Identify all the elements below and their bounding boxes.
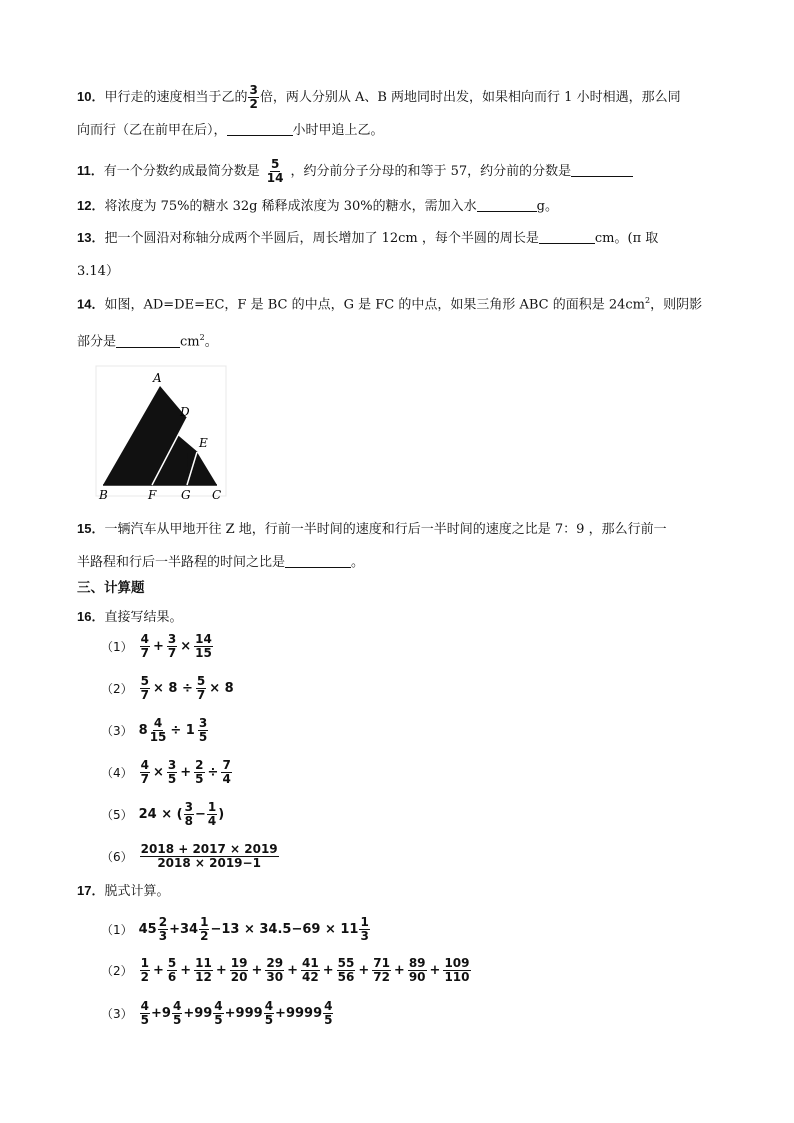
question-13: 13．把一个圆沿对称轴分成两个半圆后，周长增加了 12cm ，每个半圆的周长是 cm。(π 取 3.14） bbox=[77, 230, 659, 279]
answer-blank[interactable] bbox=[477, 197, 537, 212]
fraction: $\frac{71}{72}$ bbox=[373, 955, 390, 984]
question-number: 15． bbox=[77, 521, 105, 536]
q16-item-6: （6） $\frac{2018 + 2017 \times 2019}{2018 \times 2019-1}$ bbox=[101, 841, 278, 870]
question-number: 17． bbox=[77, 883, 105, 898]
question-10: 10．甲行走的速度相当于乙的 $\frac{3}{2}$ 倍，两人分别从 A、B 两地同时出发，如果相向而行 1 小时相遇，那么同 向而行（乙在前甲在后）， 小时甲追上乙。 bbox=[77, 83, 681, 138]
q17-item-3: （3） $\frac{4}{5}$ +9 $\frac{4}{5}$ +99 $\frac{4}{5}$ +999 $\frac{4}{5}$ +9999 $\frac{4}{5}$ bbox=[101, 998, 333, 1027]
question-number: 11． bbox=[77, 163, 104, 178]
plus-sign: + bbox=[287, 962, 298, 978]
question-11: 11．有一个分数约成最简分数是 $\frac{5}{14}$ ，约分前分子分母的和等于 57，约分前的分数是 bbox=[77, 154, 737, 188]
plus-sign: + bbox=[358, 962, 370, 978]
plus-sign: + bbox=[322, 962, 334, 978]
question-number: 16． bbox=[77, 609, 105, 624]
fraction: $\frac{55}{56}$ bbox=[337, 955, 355, 984]
question-number: 10． bbox=[77, 89, 105, 104]
label-C: C bbox=[212, 488, 222, 502]
label-G: G bbox=[181, 488, 191, 502]
label-F: F bbox=[148, 488, 157, 502]
fraction: $\frac{109}{110}$ bbox=[444, 955, 470, 984]
answer-blank[interactable] bbox=[571, 162, 633, 177]
question-16: 16．直接写结果。 bbox=[77, 609, 183, 625]
label-A: A bbox=[153, 371, 162, 385]
q16-item-1: （1） $\frac{4}{7}$ + $\frac{3}{7}$ × $\frac{14}{15}$ bbox=[101, 631, 212, 660]
fraction: $\frac{11}{12}$ bbox=[195, 955, 212, 984]
plus-sign: + bbox=[153, 962, 164, 978]
answer-blank[interactable] bbox=[539, 229, 595, 244]
fraction: $\frac{5}{6}$ bbox=[167, 955, 177, 984]
fraction: $\frac{89}{90}$ bbox=[408, 955, 426, 984]
fraction: $\frac{3}{2}$ bbox=[249, 83, 258, 111]
fraction: $\frac{5}{14}$ bbox=[266, 157, 284, 185]
plus-sign: + bbox=[215, 962, 227, 978]
plus-sign: + bbox=[429, 962, 441, 978]
question-number: 12． bbox=[77, 198, 105, 213]
fraction: $\frac{41}{42}$ bbox=[302, 955, 319, 984]
plus-sign: + bbox=[180, 962, 192, 978]
question-12: 12．将浓度为 75%的糖水 32g 稀释成浓度为 30%的糖水，需加入水 g。 bbox=[77, 198, 558, 214]
label-B: B bbox=[99, 488, 108, 502]
question-17: 17．脱式计算。 bbox=[77, 883, 170, 899]
q16-item-5: （5） 24 × ( $\frac{3}{8}$ − $\frac{1}{4}$ ) bbox=[101, 799, 225, 828]
q16-item-3: （3） 8 $\frac{4}{15}$ ÷ 1 $\frac{3}{5}$ bbox=[101, 715, 208, 744]
triangle-figure bbox=[95, 365, 235, 505]
fraction: $\frac{29}{30}$ bbox=[266, 955, 284, 984]
label-E: E bbox=[199, 436, 208, 450]
q16-item-2: （2） $\frac{5}{7}$ × 8 ÷ $\frac{5}{7}$ × 8 bbox=[101, 673, 234, 702]
question-14: 14．如图，AD=DE=EC，F 是 BC 的中点，G 是 FC 的中点，如果三角形 ABC 的面积是 $24cm^2$，则阴影 部分是 $cm^2$。 bbox=[77, 296, 703, 350]
answer-blank[interactable] bbox=[227, 121, 293, 136]
q17-item-1: （1） 45 $\frac{2}{3}$ +34 $\frac{1}{2}$ −13 × 34.5−69 × 11 $\frac{1}{3}$ bbox=[101, 914, 369, 943]
question-number: 14． bbox=[77, 296, 105, 312]
question-number: 13． bbox=[77, 230, 105, 245]
plus-sign: + bbox=[251, 962, 263, 978]
plus-sign: + bbox=[393, 962, 405, 978]
q16-item-4: （4） $\frac{4}{7}$ × $\frac{3}{5}$ + $\frac{2}{5}$ ÷ $\frac{7}{4}$ bbox=[101, 757, 231, 786]
answer-blank[interactable] bbox=[285, 553, 351, 568]
label-D: D bbox=[180, 405, 190, 419]
section-title: 三、计算题 bbox=[77, 580, 145, 596]
answer-blank[interactable] bbox=[116, 333, 180, 348]
q17-item-2: （2） $\frac{1}{2}$ + $\frac{5}{6}$ + $\frac{11}{12}$ + $\frac{19}{20}$ + $\frac{29}{30}$ + $\frac{41}{42}$ + $\frac{55}{56}$ + $\frac{71}{72}$ + $\frac{89}{90}$ + $\frac{109}{110}$ bbox=[101, 955, 470, 984]
fraction: $\frac{19}{20}$ bbox=[230, 955, 248, 984]
question-15: 15．一辆汽车从甲地开往 Z 地，行前一半时间的速度和行后一半时间的速度之比是 7：9 ，那么行前一 半路程和行后一半路程的时间之比是 。 bbox=[77, 521, 667, 570]
fraction: $\frac{1}{2}$ bbox=[140, 955, 149, 984]
